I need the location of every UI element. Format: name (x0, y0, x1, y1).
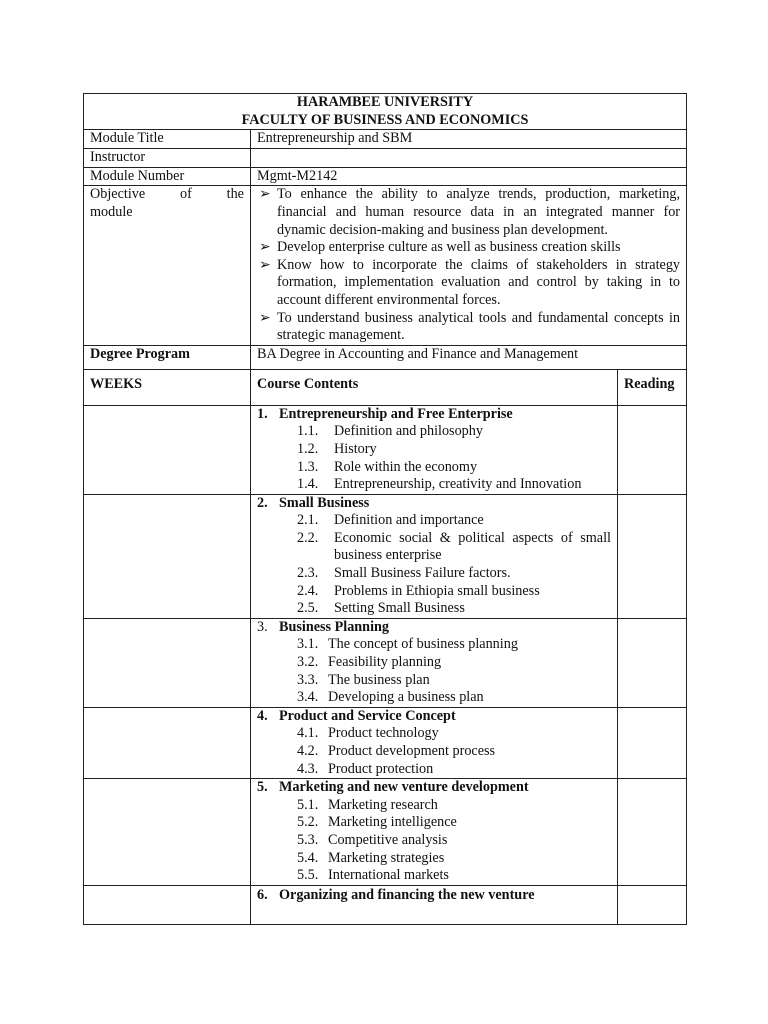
reading-cell (618, 494, 687, 618)
subtopic-item: 1.3. Role within the economy (297, 458, 478, 475)
subtopic-item: 5.1. Marketing research (297, 796, 438, 813)
topic-row (84, 405, 687, 494)
university-name: HARAMBEE UNIVERSITY (296, 94, 474, 110)
degree-value: BA Degree in Accounting and Finance and Management (251, 345, 687, 369)
week-cell (84, 405, 251, 494)
topic-row (84, 494, 687, 618)
weeks-header: WEEKS (84, 369, 251, 405)
objective-item: ➢ Develop enterprise culture as well as business creation skills (259, 239, 621, 256)
columns-header-row (84, 369, 687, 405)
subtopic-item: 5.2. Marketing intelligence (297, 814, 457, 831)
degree-label: Degree Program (84, 345, 251, 369)
topic-title: 4. Product and Service Concept (257, 707, 456, 724)
topic-title: 5. Marketing and new venture development (257, 779, 529, 796)
subtopic-item: 2.1. Definition and importance (297, 512, 484, 529)
module-title-row (84, 130, 687, 149)
objective-label: Objective of the module (84, 186, 251, 345)
topic-title: 6. Organizing and financing the new venture (257, 886, 535, 903)
subtopic-item: 2.2. Economic social & political aspects of small business enterprise (297, 529, 611, 564)
subtopic-item: 4.3. Product protection (297, 760, 434, 777)
reading-cell (618, 779, 687, 886)
module-title-value: Entrepreneurship and SBM (251, 130, 687, 149)
subtopic-item: 2.3. Small Business Failure factors. (297, 565, 511, 582)
subtopic-item: 4.2. Product development process (297, 743, 496, 759)
topic-title: 1. Entrepreneurship and Free Enterprise (257, 405, 513, 422)
instructor-value (251, 148, 687, 167)
subtopic-item: 1.2. History (297, 440, 377, 457)
subtopic-item: 4.1. Product technology (297, 725, 439, 742)
reading-cell (618, 885, 687, 924)
subtopic-item: 2.4. Problems in Ethiopia small business (297, 582, 540, 599)
reading-cell (618, 405, 687, 494)
topic-row (84, 885, 687, 924)
subtopic-item: 3.2. Feasibility planning (297, 654, 442, 671)
course-outline-table (83, 93, 687, 925)
week-cell (84, 494, 251, 618)
reading-cell (618, 707, 687, 778)
subtopic-item: 1.4. Entrepreneurship, creativity and Innovation (297, 476, 582, 493)
module-number-value: Mgmt-M2142 (251, 167, 687, 186)
objective-row (84, 186, 687, 345)
subtopic-item: 3.1. The concept of business planning (297, 636, 518, 653)
faculty-name: FACULTY OF BUSINESS AND ECONOMICS (241, 111, 529, 128)
week-cell (84, 885, 251, 924)
reading-cell (618, 618, 687, 707)
module-title-label: Module Title (84, 130, 251, 149)
topic-row (84, 779, 687, 886)
arrow-bullet-icon: ➢ (259, 186, 271, 203)
subtopic-item: 5.3. Competitive analysis (297, 831, 448, 848)
week-cell (84, 618, 251, 707)
arrow-bullet-icon: ➢ (259, 309, 271, 326)
reading-header: Reading (618, 369, 687, 405)
topic-row (84, 618, 687, 707)
arrow-bullet-icon: ➢ (259, 256, 271, 273)
header-row (84, 94, 687, 130)
subtopic-item: 3.3. The business plan (297, 671, 430, 688)
topic-title: 3. Business Planning (257, 618, 390, 635)
subtopic-item: 1.1. Definition and philosophy (297, 423, 483, 440)
module-number-row (84, 167, 687, 186)
objective-item: ➢ Know how to incorporate the claims of stakeholders in strategy formation, implementation evaluation and control by taking in to account different environmental forces. (259, 256, 681, 308)
topic-title: 2. Small Business (257, 494, 370, 511)
degree-row (84, 345, 687, 369)
instructor-label: Instructor (84, 148, 251, 167)
objective-item: ➢ To enhance the ability to analyze trends, production, marketing, financial and human resource data in an integrated manner for dynamic decision-making and business plan development. (259, 186, 681, 238)
subtopic-item: 5.4. Marketing strategies (297, 849, 445, 866)
module-number-label: Module Number (84, 167, 251, 186)
instructor-row (84, 148, 687, 167)
arrow-bullet-icon: ➢ (259, 239, 271, 256)
week-cell (84, 779, 251, 886)
objective-item: ➢ To understand business analytical tools and fundamental concepts in strategic management. (259, 309, 681, 344)
objectives-list (257, 186, 680, 344)
subtopic-item: 3.4. Developing a business plan (297, 689, 484, 706)
subtopic-item: 5.5. International markets (297, 867, 449, 884)
topic-row (84, 707, 687, 778)
subtopic-item: 2.5. Setting Small Business (297, 600, 465, 617)
course-contents-header: Course Contents (251, 369, 618, 405)
week-cell (84, 707, 251, 778)
